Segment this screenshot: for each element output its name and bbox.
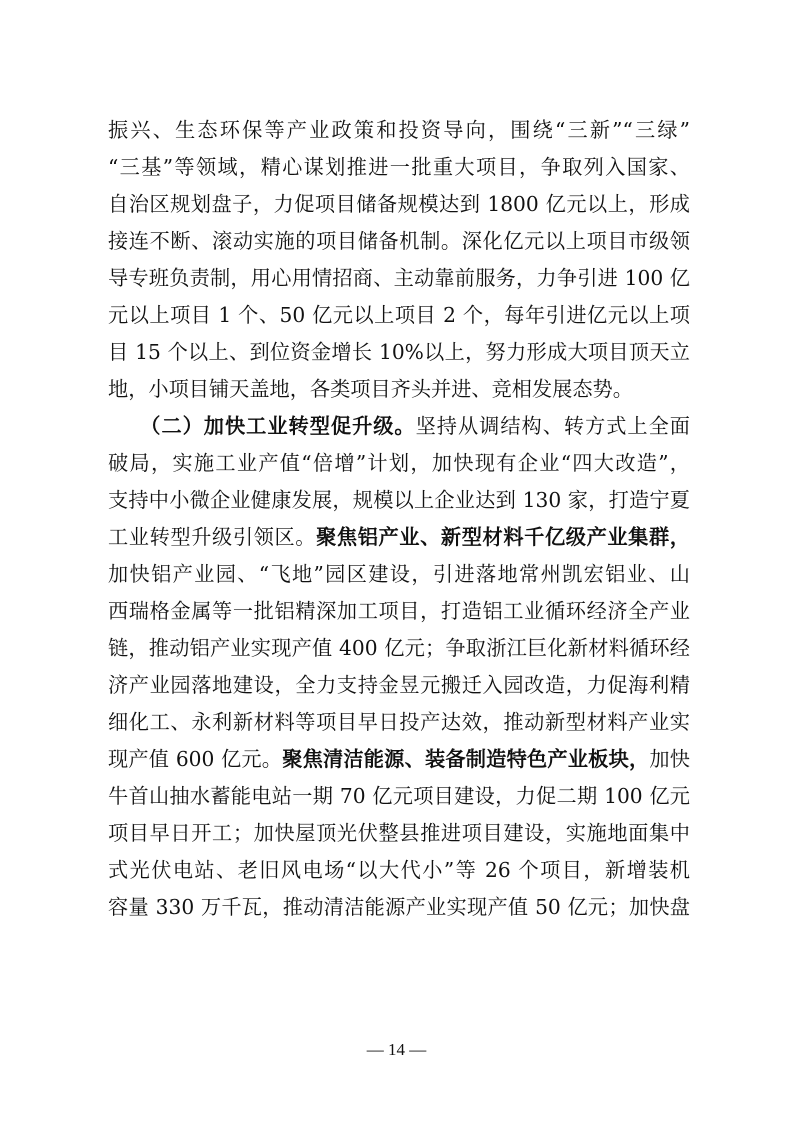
text-line <box>108 630 690 667</box>
text-segment: 振兴、生态环保等产业政策和投资导向，围绕“三新”“三绿” <box>108 118 690 142</box>
text-line <box>108 741 690 778</box>
text-line <box>108 297 690 334</box>
text-segment: 加快 <box>649 747 690 771</box>
text-line <box>108 408 690 445</box>
text-line <box>108 445 690 482</box>
text-segment: 式光伏电站、老旧风电场“以大代小”等 26 个项目，新增装机 <box>108 858 690 882</box>
text-line <box>108 519 690 556</box>
text-line <box>108 704 690 741</box>
text-line <box>108 112 690 149</box>
text-segment: 支持中小微企业健康发展，规模以上企业达到 130 家，打造宁夏 <box>108 488 690 512</box>
text-line <box>108 482 690 519</box>
text-segment: 坚持从调结构、转方式上全面 <box>415 414 690 438</box>
text-segment: 地，小项目铺天盖地，各类项目齐头并进、竞相发展态势。 <box>108 377 633 401</box>
text-segment: 现产值 600 亿元。 <box>108 747 283 771</box>
text-segment: 细化工、永利新材料等项目早日投产达效，推动新型材料产业实 <box>108 710 690 734</box>
page-number: — 14 — <box>366 1040 427 1059</box>
text-segment: 容量 330 万千瓦，推动清洁能源产业实现产值 50 亿元；加快盘 <box>108 895 690 919</box>
text-segment: 链，推动铝产业实现产值 400 亿元；争取浙江巨化新材料循环经 <box>108 636 690 660</box>
text-segment: 工业转型升级引领区。 <box>108 525 317 549</box>
text-line <box>108 260 690 297</box>
text-line <box>108 371 690 408</box>
text-line <box>108 223 690 260</box>
text-segment: 牛首山抽水蓄能电站一期 70 亿元项目建设，力促二期 100 亿元 <box>108 784 690 808</box>
text-segment: 导专班负责制，用心用情招商、主动靠前服务，力争引进 100 亿 <box>108 266 690 290</box>
text-segment: “三基”等领域，精心谋划推进一批重大项目，争取列入国家、 <box>108 155 690 179</box>
text-segment: 破局，实施工业产值“倍增”计划，加快现有企业“四大改造”， <box>108 451 690 475</box>
text-line <box>108 334 690 371</box>
text-segment: 自治区规划盘子，力促项目储备规模达到 1800 亿元以上，形成 <box>108 192 690 216</box>
text-segment: 元以上项目 1 个、50 亿元以上项目 2 个，每年引进亿元以上项 <box>108 303 690 327</box>
bold-text-segment: （二）加快工业转型促升级。 <box>108 414 416 438</box>
text-segment: 接连不断、滚动实施的项目储备机制。深化亿元以上项目市级领 <box>108 229 690 253</box>
text-segment: 目 15 个以上、到位资金增长 10%以上，努力形成大项目顶天立 <box>108 340 690 364</box>
text-segment: 项目早日开工；加快屋顶光伏整县推进项目建设，实施地面集中 <box>108 821 690 845</box>
text-segment: 济产业园落地建设，全力支持金昱元搬迁入园改造，力促海利精 <box>108 673 690 697</box>
text-line <box>108 852 690 889</box>
bold-text-segment: 聚焦铝产业、新型材料千亿级产业集群， <box>316 525 690 549</box>
text-line <box>108 593 690 630</box>
bold-text-segment: 聚焦清洁能源、装备制造特色产业板块， <box>282 747 650 771</box>
document-body <box>108 112 690 926</box>
text-line <box>108 778 690 815</box>
text-line <box>108 667 690 704</box>
text-line <box>108 149 690 186</box>
text-segment: 西瑞格金属等一批铝精深加工项目，打造铝工业循环经济全产业 <box>108 599 690 623</box>
text-line <box>108 186 690 223</box>
text-line <box>108 889 690 926</box>
text-line <box>108 556 690 593</box>
text-line <box>108 815 690 852</box>
text-segment: 加快铝产业园、“飞地”园区建设，引进落地常州凯宏铝业、山 <box>108 562 690 586</box>
